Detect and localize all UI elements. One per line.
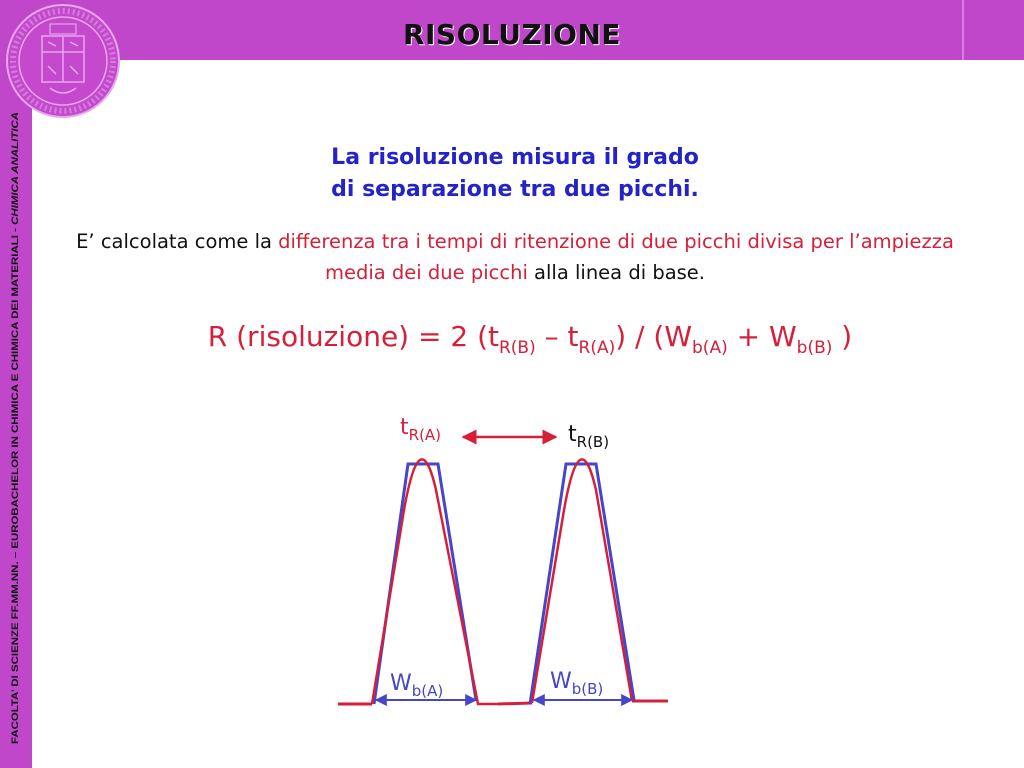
description-text bbox=[60, 226, 970, 288]
formula-sub-tra: R(A) bbox=[578, 338, 616, 358]
label-wbb: $W_{b(B)}$ bbox=[550, 669, 604, 698]
peak-b-triangle bbox=[530, 464, 634, 704]
peak-a-triangle bbox=[374, 464, 476, 704]
sidebar-course-text: CHIMICA ANALITICA bbox=[10, 130, 21, 225]
description-part-3: alla linea di base. bbox=[527, 261, 706, 284]
peaks-diagram bbox=[320, 400, 700, 730]
description-highlight: differenza tra i tempi di ritenzione di due picchi divisa per l’ampiezza media dei due picchi bbox=[278, 230, 954, 284]
formula-sub-wbb: b(B) bbox=[796, 338, 833, 358]
formula-minus: – t bbox=[535, 320, 579, 353]
sidebar-faculty-text: FACOLTA’ DI SCIENZE FF.MM.NN. – EUROBACHELOR IN CHIMICA E CHIMICA DEI MATERIALI - bbox=[10, 308, 21, 744]
lead-line-2: di separazione tra due picchi. bbox=[331, 177, 699, 202]
formula-sub-wba: b(A) bbox=[692, 338, 728, 358]
description-part-1: E’ calcolata come la bbox=[76, 230, 279, 253]
formula-plus: + W bbox=[727, 320, 797, 353]
label-trb: $t_{R(B)}$ bbox=[568, 422, 610, 451]
page-title: RISOLUZIONE bbox=[402, 18, 622, 51]
formula-divide: ) / (W bbox=[615, 320, 693, 353]
label-tra: $t_{R(A)}$ bbox=[400, 415, 442, 444]
baseline-mid bbox=[498, 703, 532, 704]
formula-sub-trb: R(B) bbox=[498, 338, 536, 358]
formula-lhs: R (risoluzione) = 2 (t bbox=[207, 320, 499, 353]
svg-text:FACOLTA’ DI SCIENZE FF.MM.NN. bbox=[10, 112, 21, 744]
lead-text bbox=[180, 142, 850, 206]
lead-line-1: La risoluzione misura il grado bbox=[331, 145, 699, 170]
resolution-formula bbox=[60, 320, 1000, 358]
label-wba: $W_{b(A)}$ bbox=[390, 671, 444, 700]
formula-tail: ) bbox=[832, 320, 853, 353]
